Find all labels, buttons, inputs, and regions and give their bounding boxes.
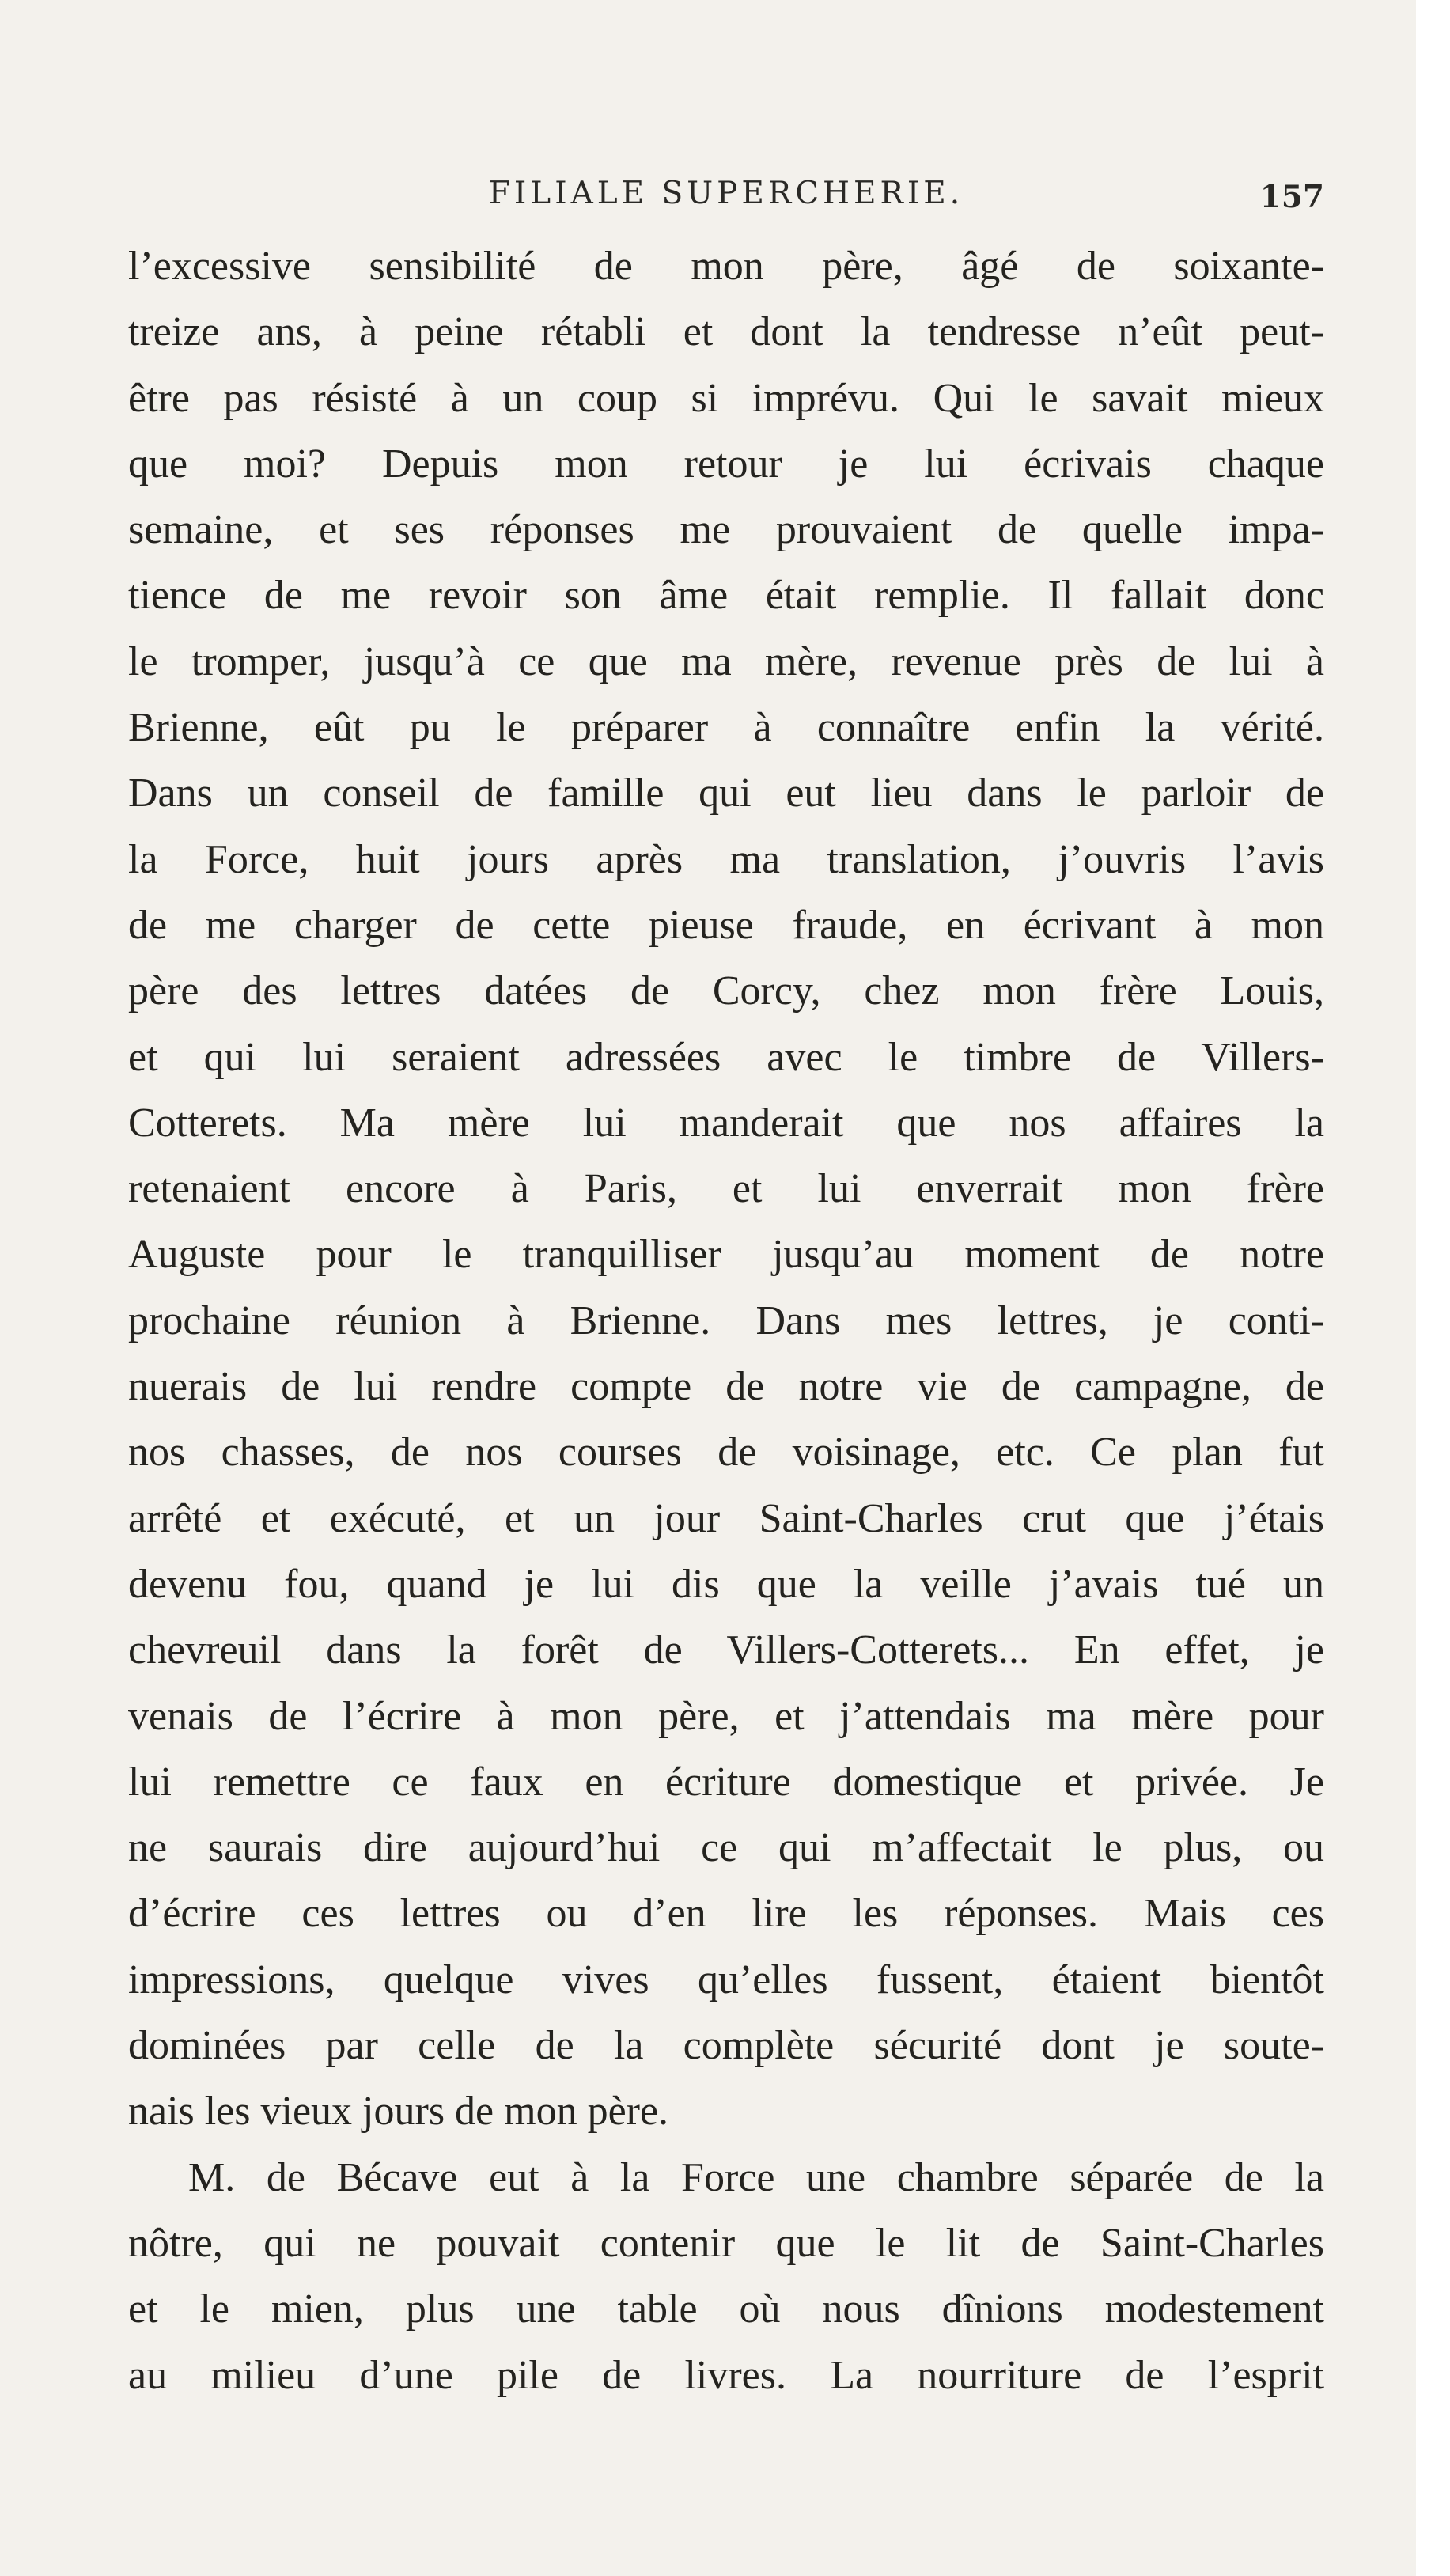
text-line: chevreuil dans la forêt de Villers-Cotterets... En effet, je [128,1627,1324,1673]
text-line: impressions, quelque vives qu’elles fussent, étaient bientôt [128,1957,1324,2002]
text-line: nuerais de lui rendre compte de notre vie de campagne, de [128,1364,1324,1410]
text-line: que moi? Depuis mon retour je lui écrivais chaque [128,441,1324,487]
text-line: Brienne, eût pu le préparer à connaître enfin la vérité. [128,705,1324,751]
text-line: père des lettres datées de Corcy, chez mon frère Louis, [128,968,1324,1014]
text-line: venais de l’écrire à mon père, et j’attendais ma mère pour [128,1693,1324,1739]
page-number: 157 [1259,179,1324,215]
text-line: arrêté et exécuté, et un jour Saint-Charles crut que j’étais [128,1495,1324,1541]
body-text [128,233,1324,2408]
text-line: et le mien, plus une table où nous dînions modestement [128,2286,1324,2332]
running-title: FILIALE SUPERCHERIE. [488,176,964,211]
text-line: lui remettre ce faux en écriture domestique et privée. Je [128,1759,1324,1805]
text-line: semaine, et ses réponses me prouvaient de quelle impa- [128,507,1324,553]
text-line: nôtre, qui ne pouvait contenir que le lit de Saint-Charles [128,2220,1324,2266]
page-header [128,176,1324,231]
text-line: nais les vieux jours de mon père. [128,2089,669,2135]
text-line: ne saurais dire aujourd’hui ce qui m’affectait le plus, ou [128,1825,1324,1871]
text-line: tience de me revoir son âme était remplie. Il fallait donc [128,573,1324,619]
text-line: devenu fou, quand je lui dis que la veille j’avais tué un [128,1561,1324,1607]
text-line: treize ans, à peine rétabli et dont la tendresse n’eût peut- [128,309,1324,355]
text-line: dominées par celle de la complète sécurité dont je soute- [128,2023,1324,2069]
text-line: d’écrire ces lettres ou d’en lire les réponses. Mais ces [128,1891,1324,1937]
text-line: et qui lui seraient adressées avec le timbre de Villers- [128,1034,1324,1080]
text-line: la Force, huit jours après ma translation, j’ouvris l’avis [128,836,1324,882]
text-line: de me charger de cette pieuse fraude, en écrivant à mon [128,902,1324,948]
text-line: prochaine réunion à Brienne. Dans mes lettres, je conti- [128,1297,1324,1343]
text-line: au milieu d’une pile de livres. La nourriture de l’esprit [128,2352,1324,2398]
text-line: Auguste pour le tranquilliser jusqu’au moment de notre [128,1232,1324,1278]
text-line: le tromper, jusqu’à ce que ma mère, revenue près de lui à [128,638,1324,684]
text-line: nos chasses, de nos courses de voisinage, etc. Ce plan fut [128,1430,1324,1476]
text-line: l’excessive sensibilité de mon père, âgé de soixante- [128,244,1324,289]
text-line: être pas résisté à un coup si imprévu. Qui le savait mieux [128,375,1324,421]
text-line: retenaient encore à Paris, et lui enverrait mon frère [128,1166,1324,1212]
text-line: Cotterets. Ma mère lui manderait que nos affaires la [128,1100,1324,1146]
text-line: M. de Bécave eut à la Force une chambre séparée de la [188,2154,1324,2200]
text-line: Dans un conseil de famille qui eut lieu dans le parloir de [128,771,1324,816]
